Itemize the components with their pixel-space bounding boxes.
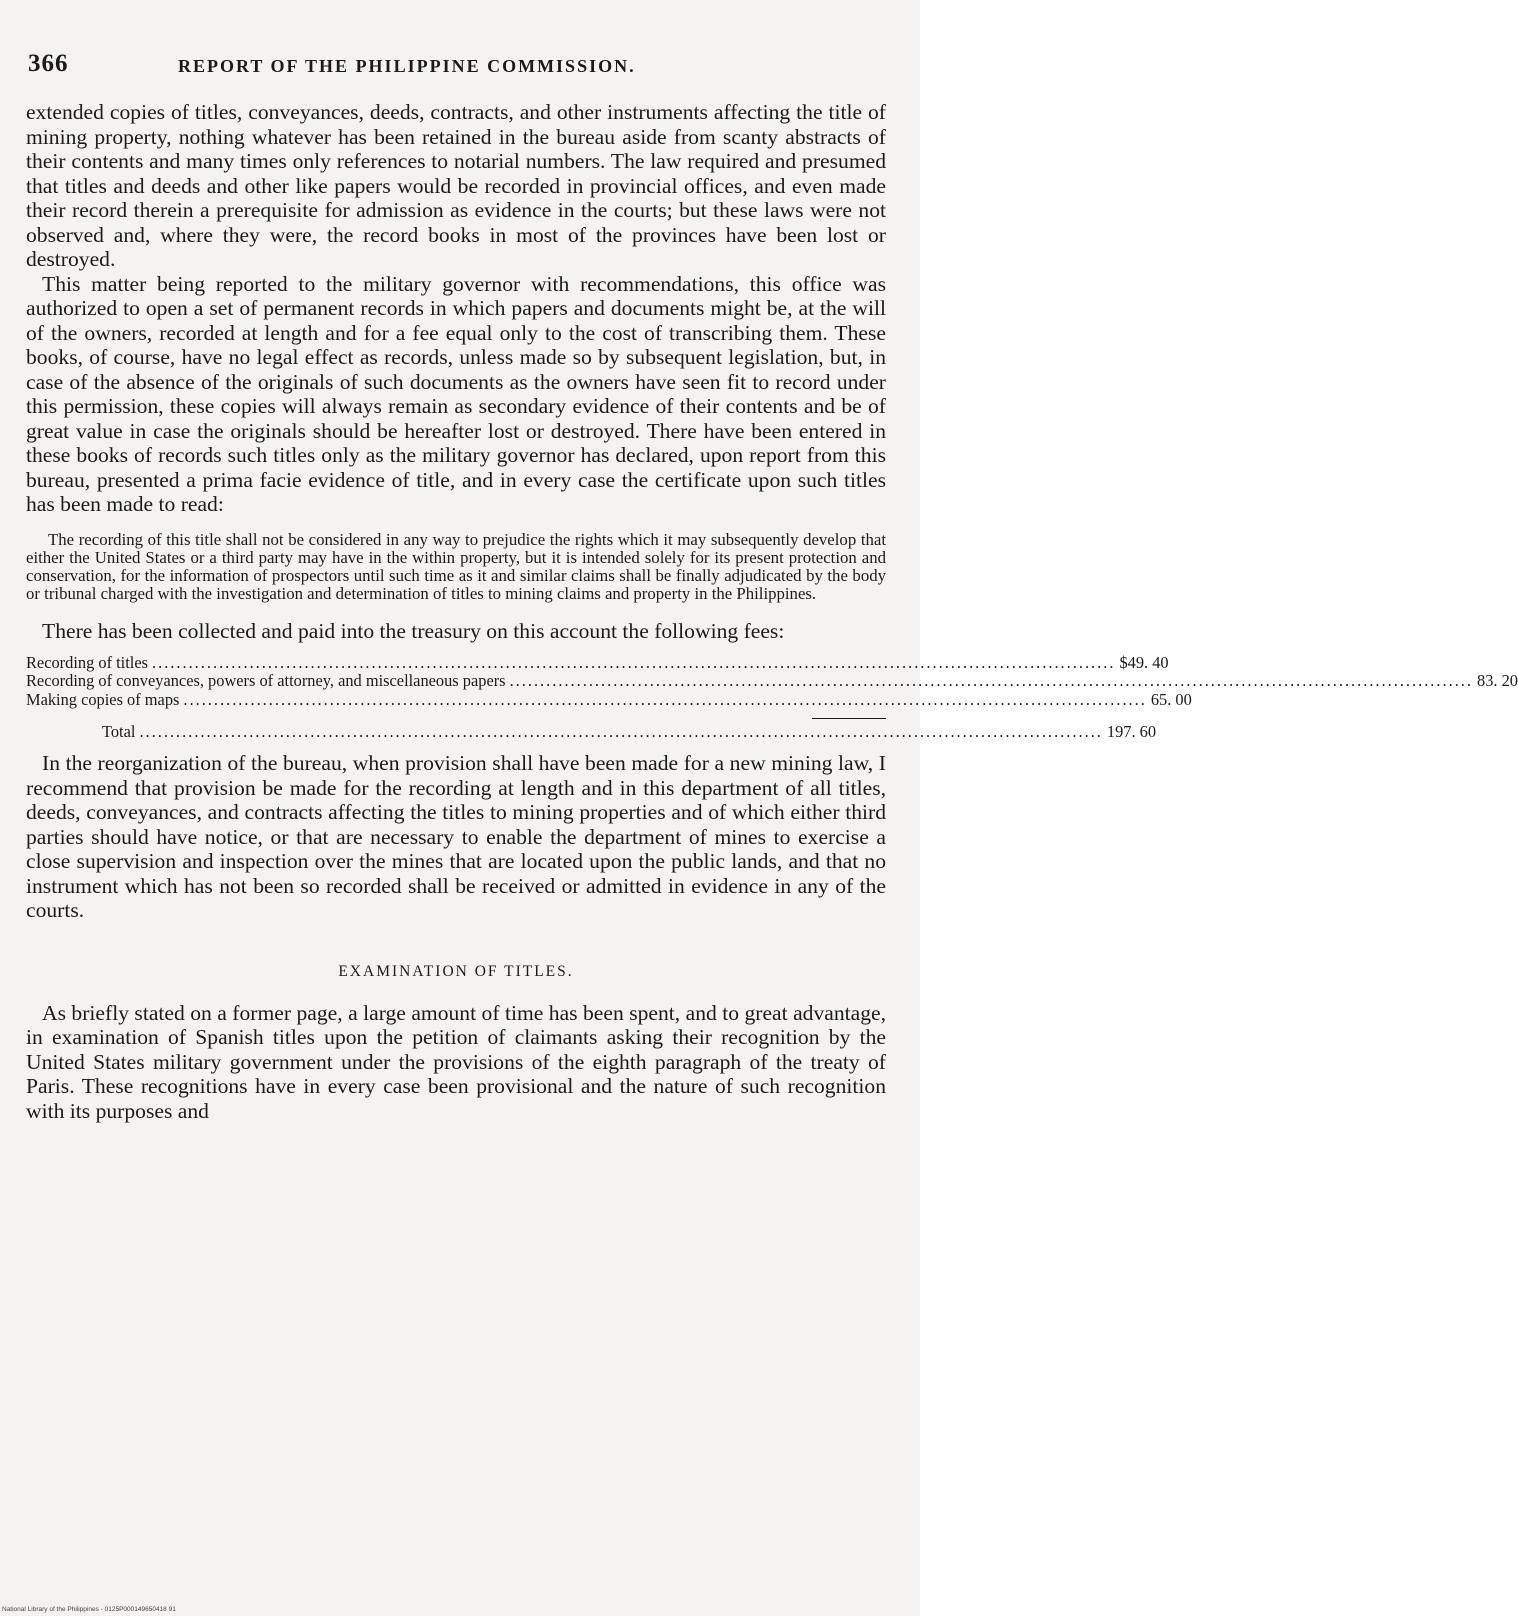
page-header: [28, 50, 880, 84]
fee-row: [26, 690, 1192, 710]
fee-label: Recording of conveyances, powers of attorney, and miscellaneous papers: [26, 671, 506, 691]
leader-dots: ..............................................................................................................................................................: [509, 671, 1473, 691]
fees-table: [26, 652, 1518, 741]
fee-value: 83. 20: [1477, 671, 1518, 691]
fee-value: $49. 40: [1119, 652, 1169, 672]
fee-value: 65. 00: [1150, 690, 1192, 709]
fee-row: [26, 652, 1169, 673]
running-title: REPORT OF THE PHILIPPINE COMMISSION.: [178, 56, 636, 76]
section-heading: EXAMINATION OF TITLES.: [338, 962, 574, 980]
paragraph-permanent-records: This matter being reported to the military governor with recommendations, this office was authorized to open a set of permanent records in which papers and documents might be, at the will of the owners, recorded at length and for a fee equal only to the cost of transcribing them. These books, of course, have no legal effect as records, unless made so by subsequent legislation, but, in case of the absence of the originals of such documents as the owners have seen fit to record under this permission, these copies will always remain as secondary evidence of their contents and be of great value in case the originals should be hereafter lost or destroyed. There have been entered in these books of records such titles only as the military governor has declared, upon report from this bureau, presented a prima facie evidence of title, and in every case the certificate upon such titles has been made to read:: [26, 271, 886, 516]
page-body: [26, 100, 1518, 1123]
paragraph-continuation: extended copies of titles, conveyances, deeds, contracts, and other instruments affecting the title of mining property, nothing whatever has been retained in the bureau aside from scanty abstracts of their contents and many times only references to notarial numbers. The law required and presumed that titles and deeds and other like papers would be recorded in provincial offices, and even made their record therein a prerequisite for admission as evidence in the courts; but these laws were not observed and, where they were, the record books in most of the provinces have been lost or destroyed.: [26, 100, 886, 271]
fee-total-row: [26, 721, 1157, 742]
fee-label: Recording of titles: [26, 652, 148, 672]
leader-dots: ..............................................................................................................................................................: [183, 690, 1147, 709]
fee-total-value: 197. 60: [1106, 721, 1157, 741]
leader-dots: ..............................................................................................................................................................: [152, 652, 1116, 672]
fee-row: [26, 671, 1518, 691]
page-number: 366: [28, 50, 69, 77]
paragraph-fees-intro: There has been collected and paid into the treasury on this account the following fees:: [42, 619, 785, 644]
paragraph-reorganization: In the reorganization of the bureau, when provision shall have been made for a new mining law, I recommend that provision be made for the recording at length and in this department of all titles, deeds, conveyances, and contracts affecting the titles to mining properties and of which either third parties should have notice, or that are necessary to enable the department of mines to exercise a close supervision and inspection over the mines that are located upon the public lands, and that no instrument which has not been so recorded shall be received or admitted in evidence in any of the courts.: [26, 751, 886, 923]
total-rule: [812, 718, 886, 719]
leader-dots: ..............................................................................................................................................................: [139, 721, 1103, 741]
fee-label: Making copies of maps: [26, 690, 180, 709]
certificate-quote: The recording of this title shall not be considered in any way to prejudice the rights which it may subsequently develop that either the United States or a third party may have in the within property, but it is intended solely for its present protection and conservation, for the information of prospectors until such time as it and similar claims shall be finally adjudicated by the body or tribunal charged with the investigation and determination of titles to mining claims and property in the Philippines.: [26, 529, 886, 604]
fee-total-label: Total: [102, 721, 136, 741]
scan-footer: National Library of the Philippines · 0125P000149650418 91: [2, 1606, 176, 1613]
paragraph-examination: As briefly stated on a former page, a large amount of time has been spent, and to great advantage, in examination of Spanish titles upon the petition of claimants asking their recognition by the United States military government under the provisions of the eighth paragraph of the treaty of Paris. These recognitions have in every case been provisional and the nature of such recognition with its purposes and: [26, 1000, 886, 1123]
